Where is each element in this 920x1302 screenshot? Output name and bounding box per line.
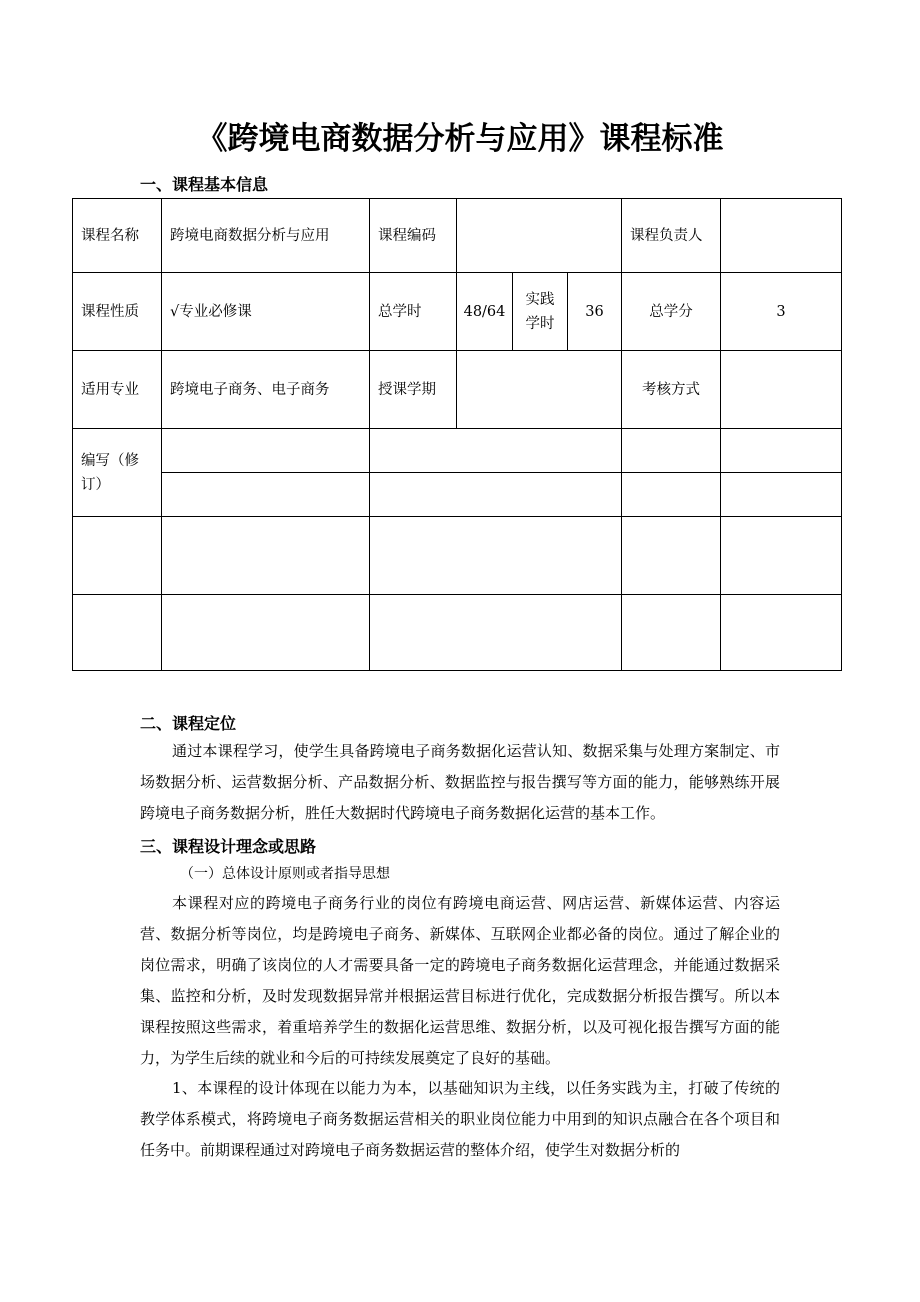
empty-cell (73, 517, 162, 595)
table-row (73, 199, 842, 273)
label-total-credits: 总学分 (622, 273, 721, 351)
course-info-table (72, 198, 842, 671)
empty-cell (370, 429, 622, 473)
table-row (73, 517, 842, 595)
value-course-name: 跨境电商数据分析与应用 (162, 199, 370, 273)
positioning-paragraph: 通过本课程学习，使学生具备跨境电子商务数据化运营认知、数据采集与处理方案制定、市场数据分析、运营数据分析、产品数据分析、数据监控与报告撰写等方面的能力，能够熟练开展跨境电子商务数据分析，胜任大数据时代跨境电子商务数据化运营的基本工作。 (140, 742, 780, 822)
empty-cell (721, 517, 842, 595)
value-course-code (457, 199, 622, 273)
design-paragraph-1: 本课程对应的跨境电子商务行业的岗位有跨境电商运营、网店运营、新媒体运营、内容运营、数据分析等岗位，均是跨境电子商务、新媒体、互联网企业都必备的岗位。通过了解企业的岗位需求，明确了该岗位的人才需要具备一定的跨境电子商务数据化运营理念，并能通过数据采集、监控和分析，及时发现数据异常并根据运营目标进行优化，完成数据分析报告撰写。所以本课程按照这些需求，着重培养学生的数据化运营思维、数据分析，以及可视化报告撰写方面的能力，为学生后续的就业和今后的可持续发展奠定了良好的基础。 (140, 894, 780, 1067)
value-term (457, 351, 622, 429)
label-course-nature: 课程性质 (73, 273, 162, 351)
label-assessment: 考核方式 (622, 351, 721, 429)
label-total-hours: 总学时 (370, 273, 457, 351)
label-author: 编写（修订） (73, 429, 162, 517)
section-heading-design: 三、课程设计理念或思路 (140, 837, 317, 856)
label-practice-hours: 实践学时 (513, 273, 568, 351)
empty-cell (370, 595, 622, 671)
empty-cell (721, 473, 842, 517)
value-assessment (721, 351, 842, 429)
section-heading-positioning: 二、课程定位 (140, 714, 237, 733)
label-course-name: 课程名称 (73, 199, 162, 273)
empty-cell (622, 517, 721, 595)
empty-cell (622, 473, 721, 517)
design-subheading: （一）总体设计原则或者指导思想 (180, 866, 390, 882)
empty-cell (162, 473, 370, 517)
empty-cell (162, 429, 370, 473)
empty-cell (721, 429, 842, 473)
table-row (73, 595, 842, 671)
value-course-owner (721, 199, 842, 273)
empty-cell (622, 595, 721, 671)
empty-cell (721, 595, 842, 671)
table-row (73, 273, 842, 351)
value-major: 跨境电子商务、电子商务 (162, 351, 370, 429)
section-heading-basic-info: 一、课程基本信息 (140, 175, 269, 194)
empty-cell (162, 595, 370, 671)
value-total-credits: 3 (721, 273, 842, 351)
empty-cell (162, 517, 370, 595)
label-course-owner: 课程负责人 (622, 199, 721, 273)
label-course-code: 课程编码 (370, 199, 457, 273)
value-course-nature: √专业必修课 (162, 273, 370, 351)
table-row (73, 473, 842, 517)
empty-cell (370, 517, 622, 595)
label-term: 授课学期 (370, 351, 457, 429)
document-title: 《跨境电商数据分析与应用》课程标准 (196, 121, 724, 157)
empty-cell (370, 473, 622, 517)
design-paragraph-2: 1、本课程的设计体现在以能力为本，以基础知识为主线，以任务实践为主，打破了传统的教学体系模式，将跨境电子商务数据运营相关的职业岗位能力中用到的知识点融合在各个项目和任务中。前期课程通过对跨境电子商务数据运营的整体介绍，使学生对数据分析的 (140, 1079, 780, 1159)
empty-cell (73, 595, 162, 671)
table-row (73, 351, 842, 429)
table-row (73, 429, 842, 473)
label-major: 适用专业 (73, 351, 162, 429)
value-practice-hours: 36 (568, 273, 622, 351)
value-total-hours: 48/64 (457, 273, 513, 351)
empty-cell (622, 429, 721, 473)
